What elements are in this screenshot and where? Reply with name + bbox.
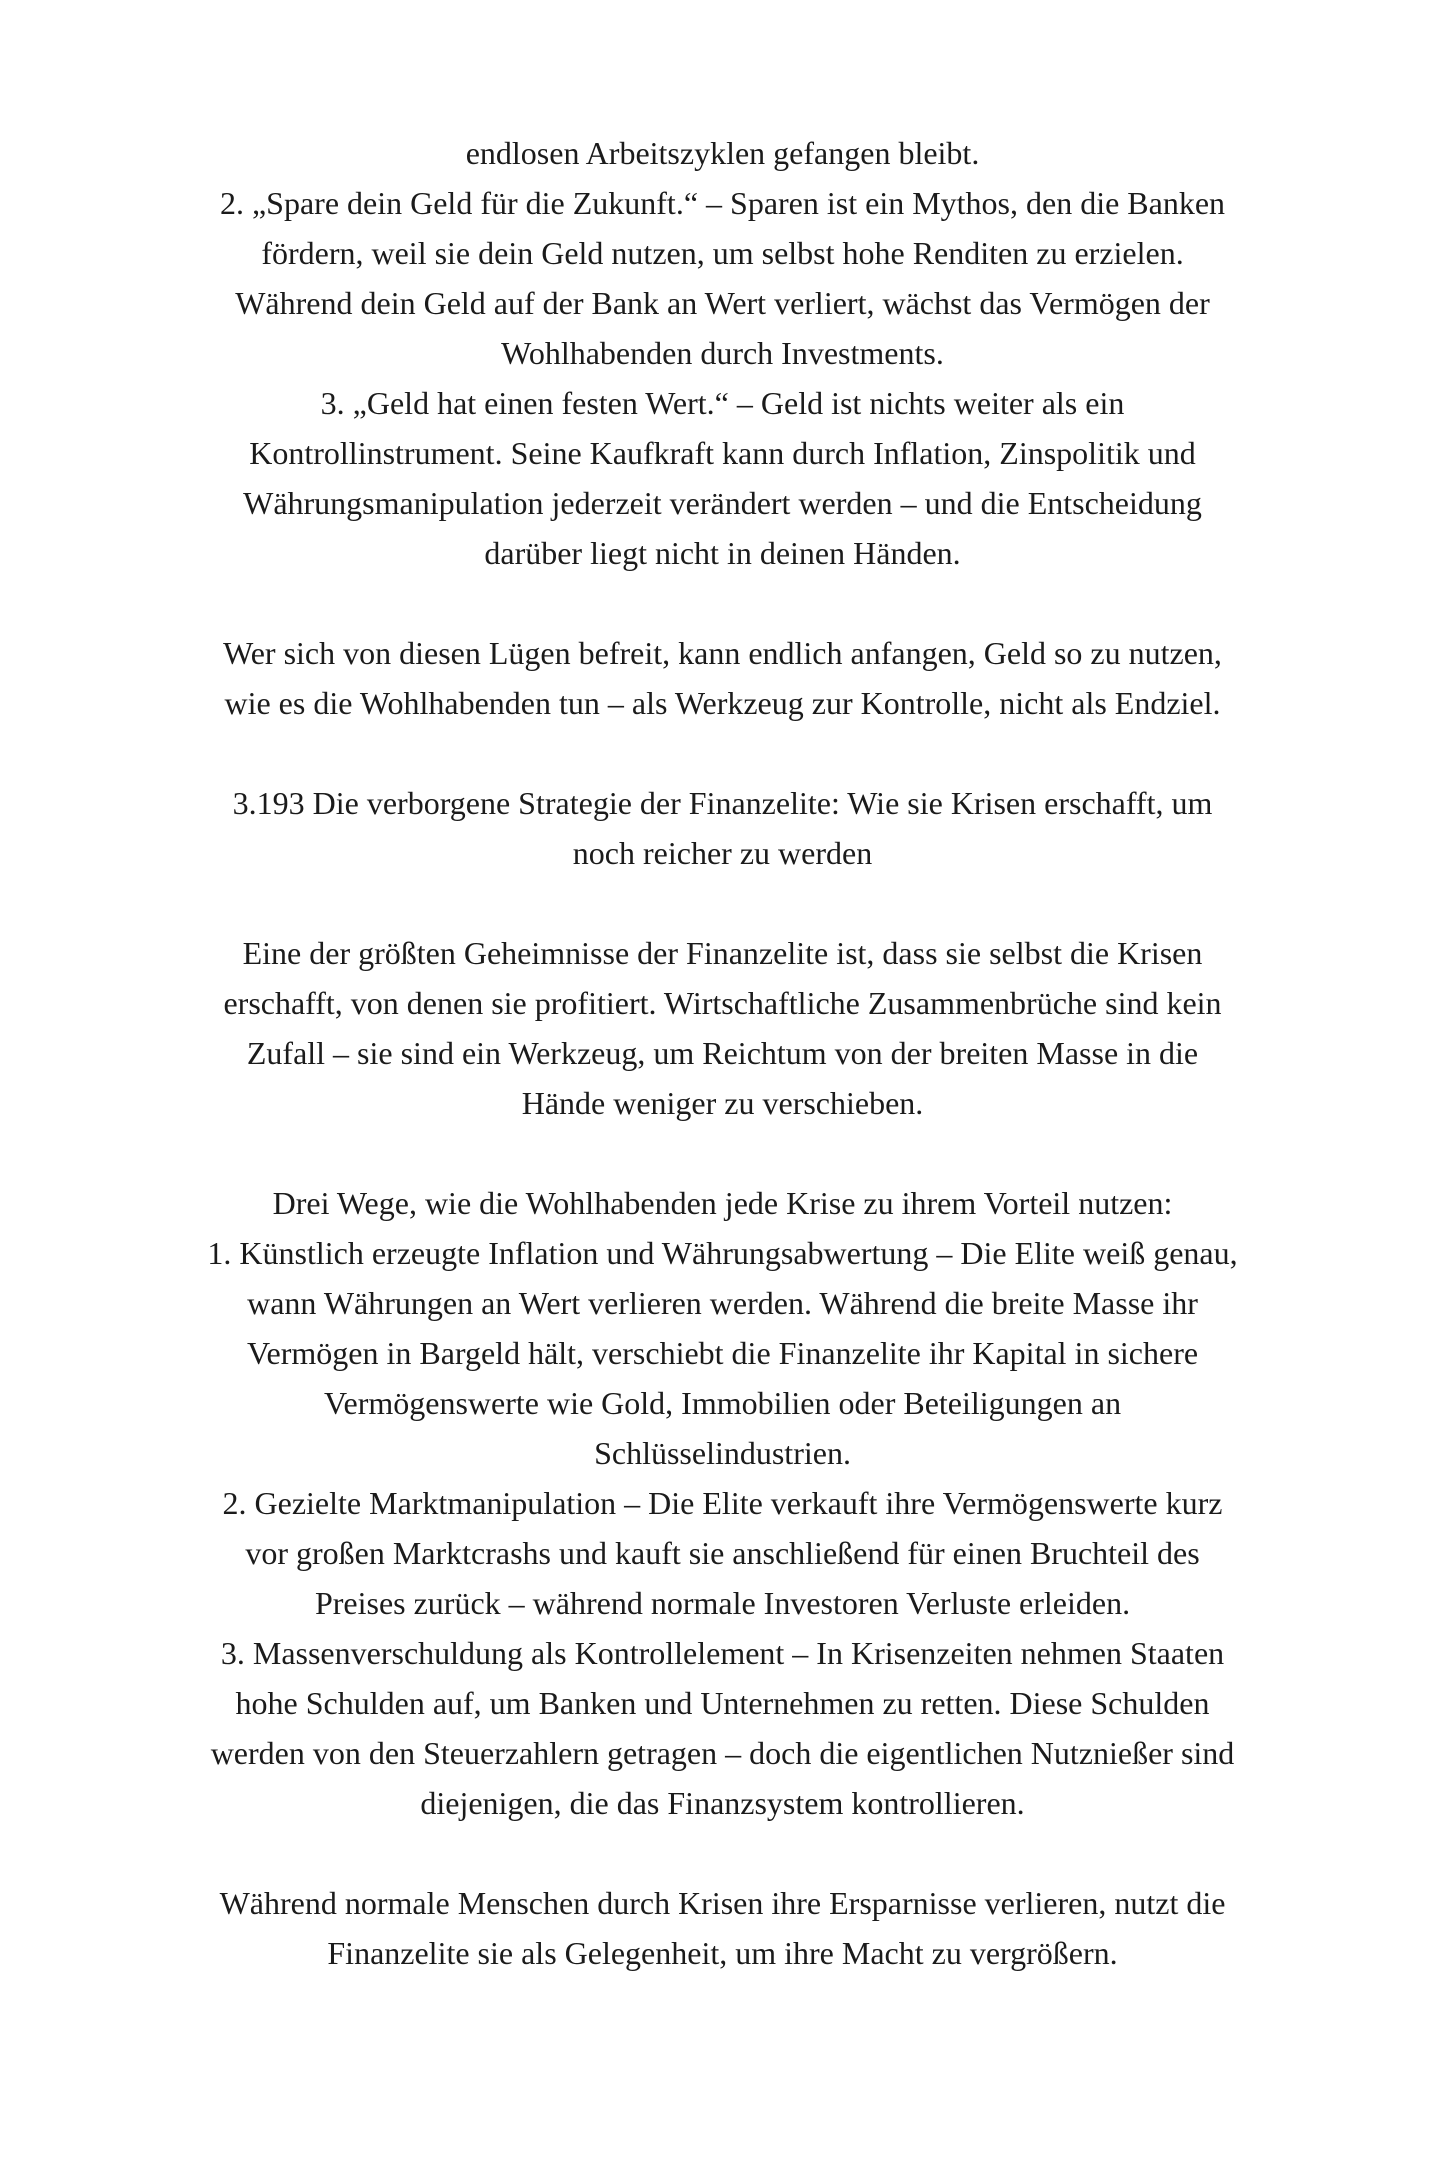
text-line: Währungsmanipulation jederzeit verändert werden – und die Entscheidung	[243, 485, 1202, 521]
text-line: vor großen Marktcrashs und kauft sie anschließend für einen Bruchteil des	[245, 1535, 1200, 1571]
text-line: Drei Wege, wie die Wohlhabenden jede Krise zu ihrem Vorteil nutzen:	[272, 1185, 1173, 1221]
text-line: diejenigen, die das Finanzsystem kontrollieren.	[420, 1785, 1025, 1821]
text-line: Eine der größten Geheimnisse der Finanzelite ist, dass sie selbst die Krisen	[242, 935, 1203, 971]
text-line: darüber liegt nicht in deinen Händen.	[484, 535, 961, 571]
text-line: Wohlhabenden durch Investments.	[501, 335, 944, 371]
text-line: Kontrollinstrument. Seine Kaufkraft kann durch Inflation, Zinspolitik und	[249, 435, 1196, 471]
text-line: werden von den Steuerzahlern getragen – doch die eigentlichen Nutznießer sind	[210, 1735, 1235, 1771]
text-line: 2. „Spare dein Geld für die Zukunft.“ – Sparen ist ein Mythos, den die Banken	[219, 185, 1226, 221]
paragraph	[100, 128, 1345, 578]
text-line: Finanzelite sie als Gelegenheit, um ihre Macht zu vergrößern.	[327, 1935, 1118, 1971]
text-line: Schlüsselindustrien.	[594, 1435, 851, 1471]
text-line: Während normale Menschen durch Krisen ihre Ersparnisse verlieren, nutzt die	[219, 1885, 1226, 1921]
text-line: Wer sich von diesen Lügen befreit, kann endlich anfangen, Geld so zu nutzen,	[223, 635, 1222, 671]
text-line: 1. Künstlich erzeugte Inflation und Währungsabwertung – Die Elite weiß genau,	[207, 1235, 1238, 1271]
section-heading	[100, 778, 1345, 878]
paragraph	[100, 628, 1345, 728]
text-line: wie es die Wohlhabenden tun – als Werkzeug zur Kontrolle, nicht als Endziel.	[224, 685, 1221, 721]
paragraph	[100, 928, 1345, 1128]
heading-line: noch reicher zu werden	[572, 835, 873, 871]
text-line: Vermögenswerte wie Gold, Immobilien oder Beteiligungen an	[323, 1385, 1122, 1421]
text-line: endlosen Arbeitszyklen gefangen bleibt.	[465, 135, 980, 171]
paragraph	[100, 1178, 1345, 1828]
text-line: 2. Gezielte Marktmanipulation – Die Elite verkauft ihre Vermögenswerte kurz	[222, 1485, 1223, 1521]
paragraph	[100, 1878, 1345, 1978]
text-line: 3. „Geld hat einen festen Wert.“ – Geld ist nichts weiter als ein	[320, 385, 1125, 421]
text-line: wann Währungen an Wert verlieren werden. Während die breite Masse ihr	[247, 1285, 1198, 1321]
text-line: 3. Massenverschuldung als Kontrollelement – In Krisenzeiten nehmen Staaten	[220, 1635, 1225, 1671]
text-line: Vermögen in Bargeld hält, verschiebt die Finanzelite ihr Kapital in sichere	[246, 1335, 1199, 1371]
text-line: Während dein Geld auf der Bank an Wert verliert, wächst das Vermögen der	[235, 285, 1210, 321]
text-line: Hände weniger zu verschieben.	[521, 1085, 924, 1121]
heading-line: 3.193 Die verborgene Strategie der Finanzelite: Wie sie Krisen erschafft, um	[232, 785, 1213, 821]
text-line: Preises zurück – während normale Investoren Verluste erleiden.	[314, 1585, 1131, 1621]
text-line: erschafft, von denen sie profitiert. Wirtschaftliche Zusammenbrüche sind kein	[223, 985, 1222, 1021]
text-line: Zufall – sie sind ein Werkzeug, um Reichtum von der breiten Masse in die	[246, 1035, 1199, 1071]
text-line: hohe Schulden auf, um Banken und Unternehmen zu retten. Diese Schulden	[235, 1685, 1210, 1721]
text-line: fördern, weil sie dein Geld nutzen, um selbst hohe Renditen zu erzielen.	[261, 235, 1184, 271]
